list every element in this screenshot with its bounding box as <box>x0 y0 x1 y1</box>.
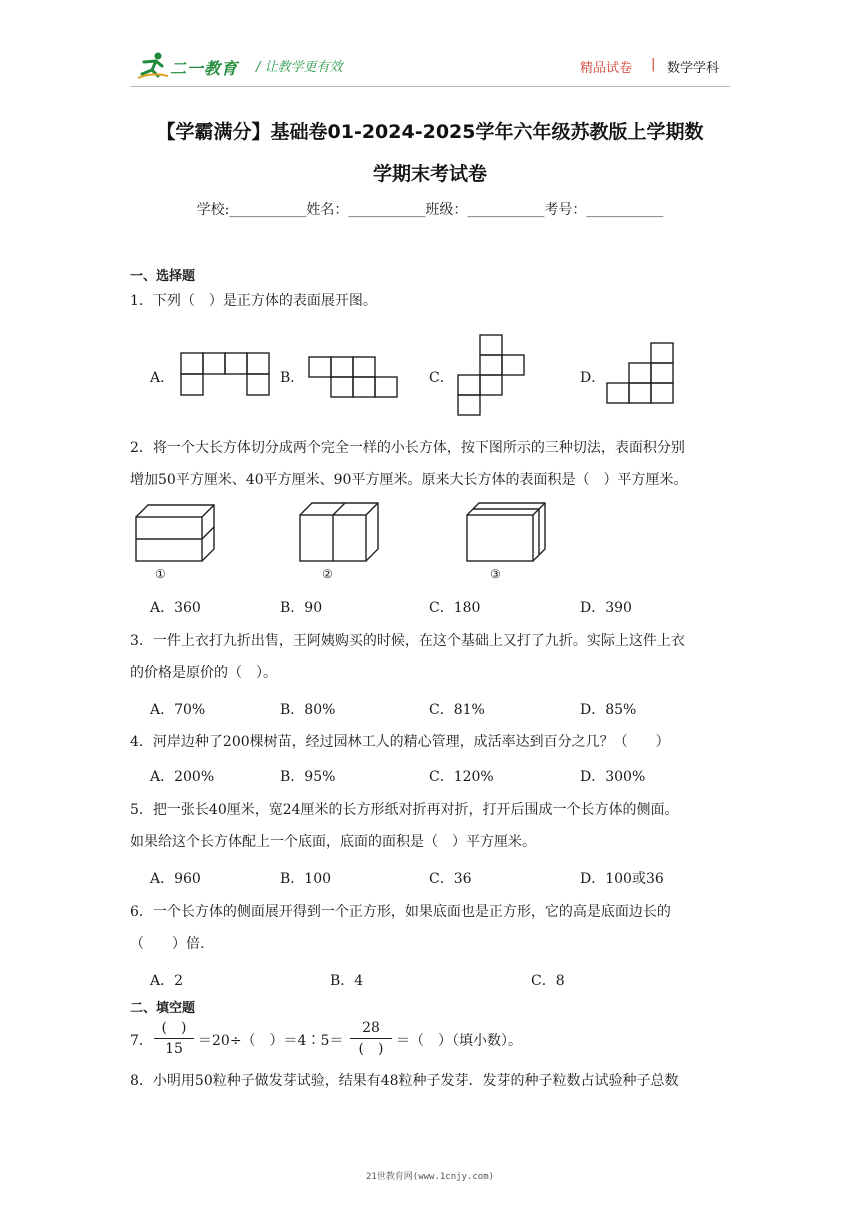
q4-option-c: C．120% <box>429 769 494 785</box>
question-1: 1．下列（ ）是正方体的表面展开图。 <box>130 293 377 309</box>
q3-option-d: D．85% <box>580 702 637 718</box>
q2-option-c: C．180 <box>429 600 481 616</box>
q7-middle: ＝20÷（ ）＝4∶5＝ <box>198 1033 344 1049</box>
q1-net-c <box>457 334 529 418</box>
question-2-line2: 增加50平方厘米、40平方厘米、90平方厘米。原来大长方体的表面积是（ ）平方厘米。 <box>130 472 688 488</box>
q2-option-a: A．360 <box>150 600 201 616</box>
q7-number: 7． <box>130 1033 153 1049</box>
q6-option-c: C．8 <box>531 973 565 989</box>
q2-figure-label-2: ② <box>322 567 333 581</box>
logo-text: 二一教育 <box>170 59 239 78</box>
q2-cuboid-cut-3 <box>465 501 549 565</box>
q7-frac1-numerator: ( ) <box>154 1018 194 1039</box>
section-fill-in: 二、填空题 <box>130 1001 196 1016</box>
q4-option-b: B．95% <box>280 769 336 785</box>
q4-option-d: D．300% <box>580 769 646 785</box>
q1-net-d <box>606 342 678 406</box>
q2-option-d: D．390 <box>580 600 632 616</box>
q7-frac2-numerator: 28 <box>350 1018 392 1039</box>
q2-figure-label-1: ① <box>155 567 166 581</box>
question-6-line1: 6．一个长方体的侧面展开得到一个正方形，如果底面也是正方形，它的高是底面边长的 <box>130 904 671 920</box>
q7-frac2-denominator: ( ) <box>358 1041 384 1057</box>
q2-figure-label-3: ③ <box>490 567 501 581</box>
question-6-line2: （ ）倍. <box>130 936 205 952</box>
q4-option-a: A．200% <box>150 769 215 785</box>
runner-icon <box>136 50 170 80</box>
question-8-line1: 8．小明用50粒种子做发芽试验，结果有48粒种子发芽．发芽的种子粒数占试验种子总数 <box>130 1073 679 1089</box>
q5-option-b: B．100 <box>280 871 332 887</box>
page-title-line2: 学期末考试卷 <box>372 163 487 185</box>
question-7 <box>130 1018 736 1060</box>
page-footer: 21世教育网(www.1cnjy.com) <box>365 1172 495 1182</box>
q5-option-c: C．36 <box>429 871 472 887</box>
q5-option-d: D．100或36 <box>580 871 664 887</box>
q2-cuboid-cut-2 <box>298 501 382 565</box>
question-3-line2: 的价格是原价的（ ）。 <box>130 665 277 681</box>
q7-frac1-denominator: 15 <box>165 1041 183 1057</box>
q1-label-d: D． <box>580 370 606 386</box>
logo <box>136 50 248 80</box>
question-3-line1: 3．一件上衣打九折出售，王阿姨购买的时候，在这个基础上又打了九折。实际上这件上衣 <box>130 633 685 649</box>
q2-cuboid-cut-1 <box>134 503 218 565</box>
tag-subject: 数学学科 <box>667 61 720 76</box>
q3-option-c: C．81% <box>429 702 485 718</box>
q1-net-b <box>308 356 402 400</box>
q1-label-b: B． <box>280 370 305 386</box>
tag-premium: 精品试卷 <box>580 61 633 76</box>
question-5-line1: 5．把一张长40厘米，宽24厘米的长方形纸对折再对折，打开后围成一个长方体的侧面。 <box>130 802 679 818</box>
tag-separator: | <box>651 57 656 72</box>
student-info-line: 学校:___________姓名：___________班级：___________考号：___________ <box>196 202 664 218</box>
q1-net-a <box>180 352 274 396</box>
q5-option-a: A．960 <box>150 871 201 887</box>
q6-option-b: B．4 <box>330 973 364 989</box>
q2-option-b: B．90 <box>280 600 323 616</box>
q7-fraction-1 <box>154 1018 194 1059</box>
slogan: / 让教学更有效 <box>256 60 343 75</box>
q3-option-a: A．70% <box>150 702 206 718</box>
q3-option-b: B．80% <box>280 702 336 718</box>
question-2-line1: 2．将一个大长方体切分成两个完全一样的小长方体，按下图所示的三种切法，表面积分别 <box>130 440 685 456</box>
q6-option-a: A．2 <box>150 973 184 989</box>
q7-end: ＝（ ）（填小数）。 <box>396 1033 522 1049</box>
q1-label-c: C． <box>429 370 454 386</box>
section-choice: 一、选择题 <box>130 269 196 284</box>
header-divider <box>130 86 730 87</box>
q1-label-a: A． <box>150 370 175 386</box>
question-4: 4．河岸边种了200棵树苗，经过园林工人的精心管理，成活率达到百分之几？（ ） <box>130 734 670 750</box>
page-title-line1: 【学霸满分】基础卷01-2024-2025学年六年级苏教版上学期数 <box>156 121 704 143</box>
q7-fraction-2 <box>350 1018 392 1059</box>
question-5-line2: 如果给这个长方体配上一个底面，底面的面积是（ ）平方厘米。 <box>130 834 536 850</box>
